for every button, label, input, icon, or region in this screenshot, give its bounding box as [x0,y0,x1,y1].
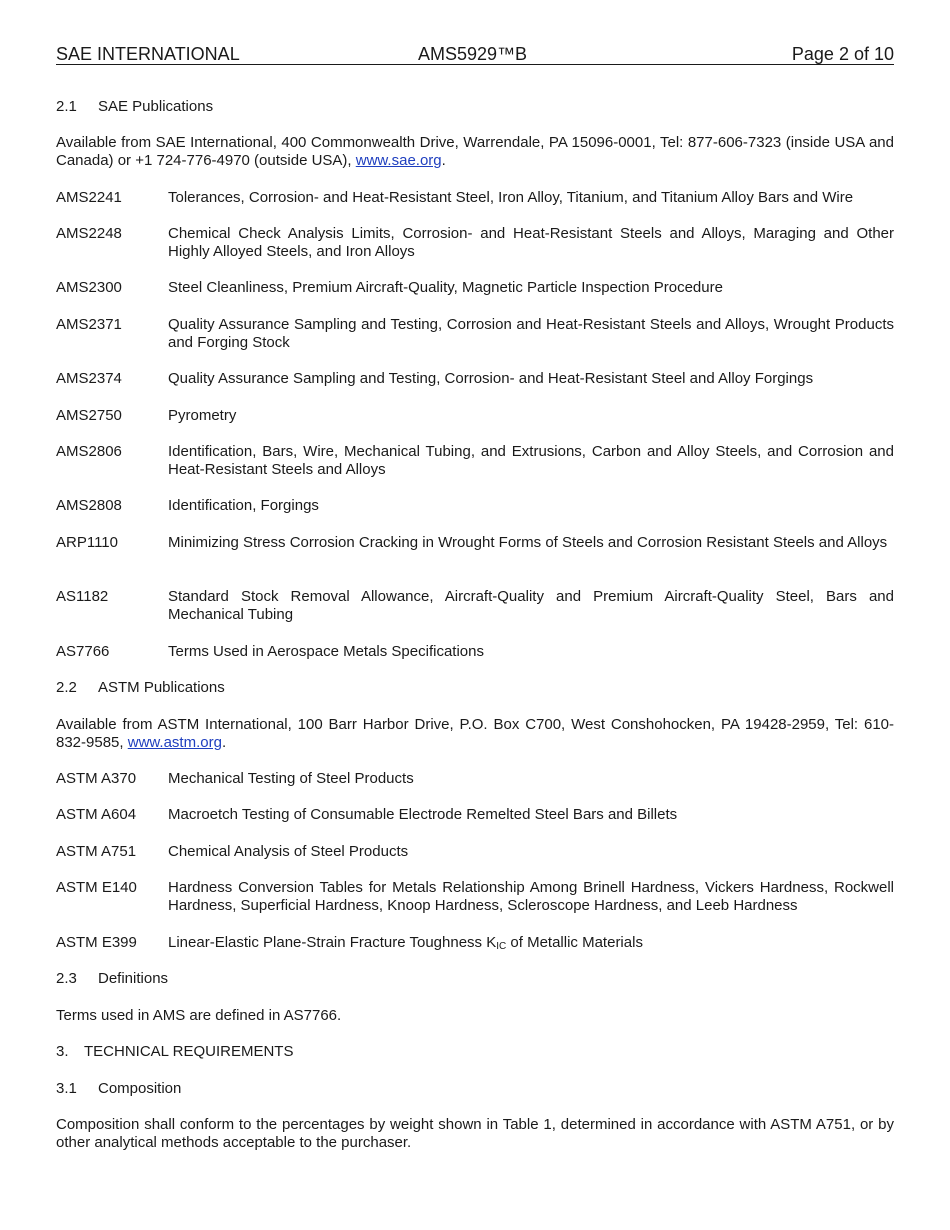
reference-code: AS7766 [56,643,110,660]
sae-availability-text: Available from SAE International, 400 Commonwealth Drive, Warrendale, PA 15096-0001, Tel: 877-606-7323 (inside USA and Canada) or +1 724-776-4970 (outside USA), [56,134,894,169]
kic-subscript: IC [496,941,507,952]
reference-title: Quality Assurance Sampling and Testing, Corrosion and Heat-Resistant Steels and Alloys, Wrought Products and Forging Stock [168,316,894,351]
section-title: Composition [98,1080,182,1097]
astm-availability-end: . [221,734,227,751]
composition-paragraph: Composition shall conform to the percentages by weight shown in Table 1, determined in accordance with ASTM A751, or by other analytical methods acceptable to the purchaser. [56,1116,894,1151]
section-number: 3.1 [56,1080,77,1097]
section-title: Definitions [98,970,169,987]
sae-availability-paragraph [56,134,894,170]
section-heading-3-1 [56,1080,181,1098]
reference-code: AMS2374 [56,370,122,387]
reference-code: AMS2371 [56,316,122,333]
reference-code: AMS2300 [56,279,122,296]
reference-title: Tolerances, Corrosion- and Heat-Resistant Steel, Iron Alloy, Titanium, and Titanium Alloy Bars and Wire [168,189,854,206]
reference-title: Hardness Conversion Tables for Metals Relationship Among Brinell Hardness, Vickers Hardness, Rockwell Hardness, Superficial Hardness, Knoop Hardness, Scleroscope Hardness, and Leeb Hardness [168,879,894,914]
sae-availability-end: . [441,152,446,169]
reference-title: Chemical Analysis of Steel Products [168,843,409,860]
astm-availability-text: Available from ASTM International, 100 Barr Harbor Drive, P.O. Box C700, West Conshohocken, PA 19428-2959, Tel: 610-832-9585, [56,716,894,751]
reference-code: AMS2808 [56,497,122,514]
reference-title: Macroetch Testing of Consumable Electrode Remelted Steel Bars and Billets [168,806,678,823]
document-page [56,44,894,1151]
reference-code: AMS2806 [56,443,122,460]
section-heading-2-2 [56,679,225,697]
reference-code: ASTM E399 [56,934,137,951]
reference-title: Standard Stock Removal Allowance, Aircraft-Quality and Premium Aircraft-Quality Steel, Bars and Mechanical Tubing [168,588,894,623]
section-number: 3. [56,1043,69,1060]
reference-code: ASTM A604 [56,806,137,823]
reference-code: ARP1110 [56,534,118,551]
section-number: 2.1 [56,98,77,115]
reference-title [168,934,894,952]
section-heading-2-3 [56,970,168,988]
reference-title: Steel Cleanliness, Premium Aircraft-Quality, Magnetic Particle Inspection Procedure [168,279,723,296]
reference-code: AMS2241 [56,189,122,206]
reference-title: Minimizing Stress Corrosion Cracking in Wrought Forms of Steels and Corrosion Resistant Steels and Alloys [168,534,888,551]
reference-code: ASTM A370 [56,770,137,787]
section-title: TECHNICAL REQUIREMENTS [84,1043,294,1060]
page-header [56,44,894,65]
reference-title: Identification, Bars, Wire, Mechanical Tubing, and Extrusions, Carbon and Alloy Steels, and Corrosion and Heat-Resistant Steels and Alloys [168,443,894,478]
reference-code: AMS2248 [56,225,122,242]
header-org: SAE INTERNATIONAL [56,44,240,64]
section-number: 2.2 [56,679,77,696]
astm-website-link[interactable]: www.astm.org [127,734,222,751]
reference-title: Mechanical Testing of Steel Products [168,770,414,787]
reference-code: AS1182 [56,588,109,605]
definitions-paragraph: Terms used in AMS are defined in AS7766. [56,1007,342,1024]
reference-title-pre: Linear-Elastic Plane-Strain Fracture Toughness K [168,934,497,951]
reference-title: Identification, Forgings [168,497,319,514]
reference-code: AMS2750 [56,407,122,424]
section-title: SAE Publications [98,98,214,115]
reference-title: Pyrometry [168,407,237,424]
section-heading-2-1 [56,98,213,116]
reference-title: Chemical Check Analysis Limits, Corrosion- and Heat-Resistant Steels and Alloys, Maraging and Other Highly Alloyed Steels, and Iron Alloys [168,225,894,260]
section-heading-3 [56,1043,293,1061]
astm-availability-paragraph [56,716,894,752]
header-doc-id: AMS5929™B [418,44,528,64]
reference-title: Quality Assurance Sampling and Testing, Corrosion- and Heat-Resistant Steel and Alloy Forgings [168,370,814,387]
reference-title: Terms Used in Aerospace Metals Specifications [168,643,484,660]
reference-title-post: of Metallic Materials [506,934,643,951]
header-page-number: Page 2 of 10 [791,44,894,64]
reference-code: ASTM E140 [56,879,137,896]
section-number: 2.3 [56,970,77,987]
sae-website-link[interactable]: www.sae.org [355,152,442,169]
section-title: ASTM Publications [98,679,225,696]
reference-code: ASTM A751 [56,843,137,860]
